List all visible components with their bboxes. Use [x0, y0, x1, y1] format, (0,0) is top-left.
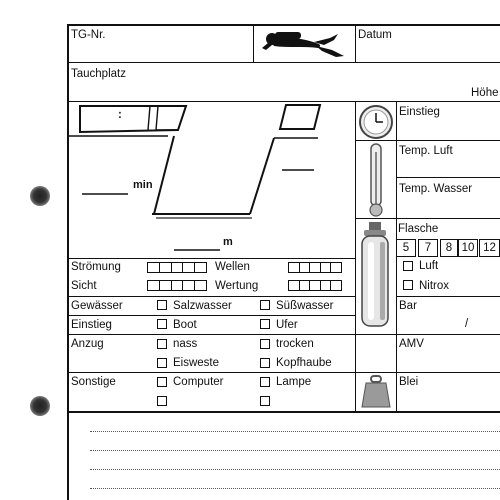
time-separator: : — [118, 109, 122, 121]
hoehe-label: Höhe — [471, 87, 499, 99]
gewaesser-label: Gewässer — [71, 300, 123, 312]
notes-line-2[interactable] — [90, 450, 500, 451]
flasche-size-5[interactable]: 5 — [396, 239, 416, 257]
flasche-size-10[interactable]: 10 — [458, 239, 478, 257]
anzug-row-line — [67, 372, 356, 373]
stroemung-label: Strömung — [71, 261, 121, 273]
notes-line-4[interactable] — [90, 488, 500, 489]
temp-luft-label: Temp. Luft — [399, 145, 453, 157]
wellen-rating[interactable] — [288, 262, 342, 273]
lampe-checkbox[interactable] — [260, 377, 270, 387]
bar-separator: / — [465, 318, 469, 330]
profile-bottom-line — [67, 258, 356, 259]
form-left-border — [67, 24, 69, 500]
stroemung-rating[interactable] — [147, 262, 207, 273]
amv-label: AMV — [399, 338, 424, 350]
flasche-row-line — [396, 296, 500, 297]
weight-icon — [360, 373, 392, 409]
nass-label: nass — [173, 338, 198, 350]
temp-wasser-label: Temp. Wasser — [399, 183, 473, 195]
blei-label: Blei — [399, 376, 419, 388]
suesswasser-label: Süßwasser — [276, 300, 334, 312]
eisweste-checkbox[interactable] — [157, 358, 167, 368]
flasche-size-8[interactable]: 8 — [440, 239, 458, 257]
trocken-checkbox[interactable] — [260, 339, 270, 349]
salzwasser-label: Salzwasser — [173, 300, 232, 312]
notes-line-1[interactable] — [90, 431, 500, 432]
clock-icon — [357, 104, 395, 140]
sicht-label: Sicht — [71, 280, 97, 292]
tauchplatz-label: Tauchplatz — [71, 68, 126, 80]
right-panel-border — [355, 101, 356, 411]
nitrox-checkbox[interactable] — [403, 280, 413, 290]
wertung-rating[interactable] — [288, 280, 342, 291]
wertung-label: Wertung — [215, 280, 259, 292]
bar-row-line — [355, 334, 500, 335]
nass-checkbox[interactable] — [157, 339, 167, 349]
boot-label: Boot — [173, 319, 197, 331]
luft-checkbox[interactable] — [403, 261, 413, 271]
sonstige-label: Sonstige — [71, 376, 116, 388]
temp-wasser-row-line — [355, 218, 500, 219]
sonstige-extra-checkbox-1[interactable] — [157, 396, 167, 406]
kopfhaube-label: Kopfhaube — [276, 357, 332, 369]
meters-unit: m — [223, 236, 233, 248]
dive-profile-diagram — [68, 102, 354, 258]
binder-hole-bottom — [30, 396, 50, 416]
sicht-row-line — [67, 296, 356, 297]
minutes-unit: min — [133, 179, 153, 191]
flasche-size-7[interactable]: 7 — [418, 239, 438, 257]
diver-icon — [258, 26, 350, 60]
trocken-label: trocken — [276, 338, 314, 350]
tg-nr-label: TG-Nr. — [71, 29, 106, 41]
temp-luft-row-line — [396, 177, 500, 178]
sonstige-extra-checkbox-2[interactable] — [260, 396, 270, 406]
eisweste-label: Eisweste — [173, 357, 220, 369]
kopfhaube-checkbox[interactable] — [260, 358, 270, 368]
einstieg-row-line — [355, 140, 500, 141]
notes-line-3[interactable] — [90, 469, 500, 470]
tank-icon — [358, 220, 392, 330]
gewaesser-row-line — [67, 315, 356, 316]
nitrox-label: Nitrox — [419, 280, 450, 292]
anzug-label: Anzug — [71, 338, 104, 350]
wellen-label: Wellen — [215, 261, 250, 273]
header-divider-2 — [355, 24, 356, 62]
computer-checkbox[interactable] — [157, 377, 167, 387]
einstieg-row-bottom-line — [67, 334, 356, 335]
ufer-checkbox[interactable] — [260, 319, 270, 329]
lampe-label: Lampe — [276, 376, 312, 388]
binder-hole-top — [30, 186, 50, 206]
sicht-rating[interactable] — [147, 280, 207, 291]
flasche-size-12[interactable]: 12 — [479, 239, 500, 257]
flasche-label: Flasche — [398, 223, 439, 235]
suesswasser-checkbox[interactable] — [260, 300, 270, 310]
thermometer-icon — [364, 142, 388, 218]
notes-top-line — [67, 411, 500, 413]
datum-label: Datum — [358, 29, 392, 41]
header-divider-1 — [253, 24, 254, 62]
einstieg-time-label: Einstieg — [399, 106, 440, 118]
salzwasser-checkbox[interactable] — [157, 300, 167, 310]
computer-label: Computer — [173, 376, 224, 388]
header-row-line — [67, 62, 500, 63]
boot-checkbox[interactable] — [157, 319, 167, 329]
einstieg-row-label: Einstieg — [71, 319, 112, 331]
ufer-label: Ufer — [276, 319, 298, 331]
bar-label: Bar — [399, 300, 417, 312]
luft-label: Luft — [419, 260, 439, 272]
